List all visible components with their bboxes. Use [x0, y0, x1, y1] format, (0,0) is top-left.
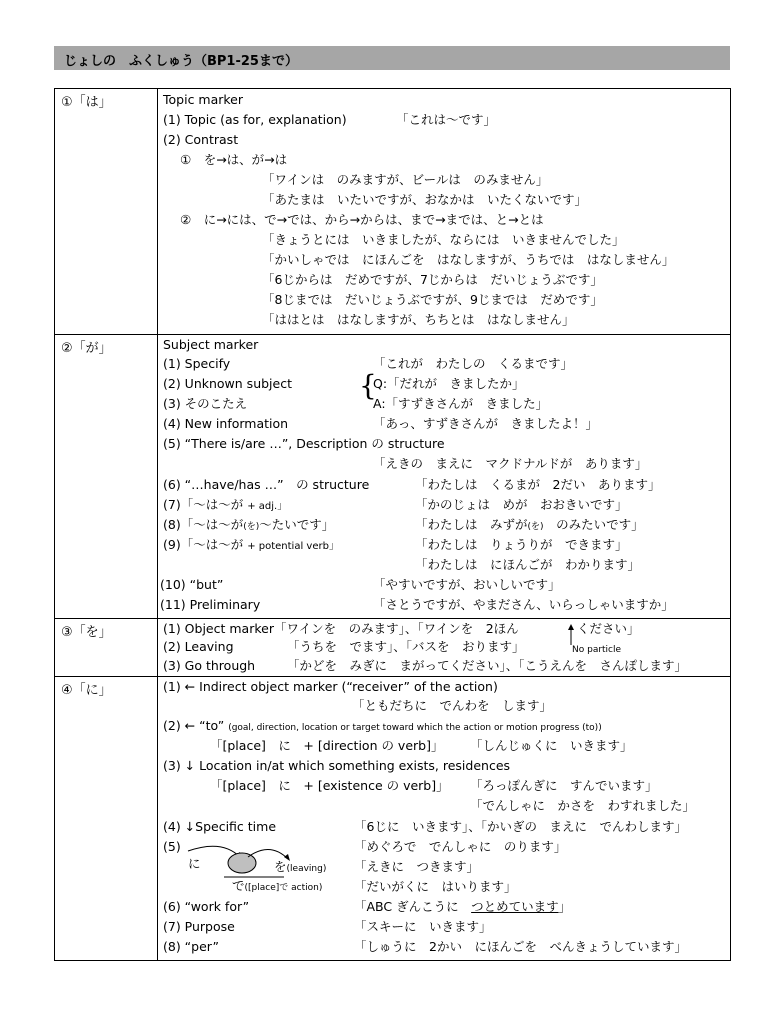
example-sentence: 「あっ、すずきさんが きましたよ！」: [373, 416, 599, 431]
example-sentence: 「スキーに いきます」: [354, 919, 492, 934]
usage-line: (1) Object marker「ワインを のみます」、「ワインを 2ほん: [163, 621, 519, 636]
page-title: じょしの ふくしゅう（BP1-25まで）: [64, 54, 298, 69]
example-sentence: 「きょうとには いきましたが、ならには いきませんでした」: [262, 232, 625, 247]
example-sentence: 「ろっぽんぎに すんでいます」: [470, 778, 658, 793]
pattern: 「[place] に + [existence の verb]」: [210, 778, 449, 793]
row-content-wa: [158, 89, 731, 335]
usage-label: (2) ← “to” (goal, direction, location or target toward which the action or motion progress (to)): [163, 718, 602, 733]
note: No particle: [572, 645, 622, 655]
usage-label: (10) “but”: [160, 577, 224, 592]
example-sentence: 「さとうですが、やまださん、いらっしゃいますか」: [373, 597, 674, 612]
usage-label: (2) Leaving: [163, 639, 234, 654]
title-bar: [54, 46, 730, 70]
diagram-label-de: で([place]で action): [232, 878, 323, 893]
usage-label: (7)「～は～が + adj.」: [163, 497, 288, 512]
example-sentence: 「わたしは にほんごが わかります」: [415, 557, 641, 572]
row-content-ga: [158, 335, 731, 619]
example-sentence: 「かのじょは めが おおきいです」: [415, 497, 628, 512]
row-ga: [55, 335, 731, 619]
example-sentence: Q:「だれが きましたか」: [373, 376, 525, 391]
row-ni: [55, 677, 731, 961]
usage-label: (3) そのこたえ: [163, 396, 248, 411]
example-sentence: 「8じまでは だいじょうぶですが、9じまでは だめです」: [262, 292, 603, 307]
usage-label: (1) Specify: [163, 356, 231, 371]
usage-label: (9)「～は～が + potential verb」: [163, 537, 339, 552]
usage-label: (6) “work for”: [163, 899, 250, 914]
row-label-ni: ④「に」: [55, 677, 158, 961]
usage-label: (8)「～は～が(を)～たいです」: [163, 517, 335, 532]
brace-icon: {: [359, 369, 377, 402]
usage-label: (4) ↓Specific time: [163, 819, 277, 834]
particle-table: [54, 88, 731, 961]
example-sentence: 「えきの まえに マクドナルドが あります」: [373, 456, 648, 471]
example-sentence: 「めぐろで でんしゃに のります」: [354, 839, 567, 854]
example-sentence: 「うちを でます」、「バスを おります」: [287, 639, 525, 654]
example-sentence: 「でんしゃに かさを わすれました」: [470, 798, 696, 813]
example-sentence: 「あたまは いたいですが、おなかは いたくないです」: [262, 192, 588, 207]
example-sentence: 「これは～です」: [396, 112, 497, 127]
pattern: 「[place] に + [direction の verb]」: [210, 738, 444, 753]
row-content-ni: [158, 677, 731, 961]
example-sentence: 「しんじゅくに いきます」: [470, 738, 633, 753]
row-wo: [55, 619, 731, 677]
example-sentence: 「ABC ぎんこうに つとめています」: [354, 899, 572, 914]
row-label-wa: ①「は」: [55, 89, 158, 335]
diagram-label-ni: に: [188, 856, 201, 871]
section-heading: Topic marker: [163, 92, 244, 107]
example-sentence: 「6じからは だめですが、7じからは だいじょうぶです」: [262, 272, 603, 287]
example-sentence: 「かいしゃでは にほんごを はなしますが、うちでは はなしません」: [262, 252, 675, 267]
sub-usage-label: ① を→は、が→は: [180, 152, 288, 167]
example-sentence: 「わたしは りょうりが できます」: [415, 537, 628, 552]
example-sentence: ください」: [577, 621, 640, 636]
example-sentence: 「ワインは のみますが、ビールは のみません」: [262, 172, 549, 187]
usage-label: (6) “…have/has …” の structure: [163, 477, 370, 492]
usage-label: (1) ← Indirect object marker (“receiver” of the action): [163, 679, 498, 694]
row-content-wo: [158, 619, 731, 677]
usage-label: (2) Unknown subject: [163, 376, 292, 391]
sub-usage-label: ② に→には、で→では、から→からは、まで→までは、と→とは: [180, 212, 544, 227]
example-sentence: 「6じに いきます」、「かいぎの まえに でんわします」: [354, 819, 687, 834]
row-wa: [55, 89, 731, 335]
section-heading: Subject marker: [163, 337, 259, 352]
example-sentence: 「ははとは はなしますが、ちちとは はなしません」: [262, 312, 575, 327]
usage-label: (4) New information: [163, 416, 289, 431]
row-label-ga: ②「が」: [55, 335, 158, 619]
example-sentence: 「わたしは くるまが 2だい あります」: [415, 477, 661, 492]
example-sentence: 「かどを みぎに まがってください」、「こうえんを さんぽします」: [287, 658, 688, 673]
usage-label: (3) ↓ Location in/at which something exists, residences: [163, 758, 511, 773]
example-sentence: 「ともだちに でんわを します」: [352, 698, 553, 713]
usage-label: (5): [163, 839, 181, 854]
usage-label: (5) “There is/are …”, Description の structure: [163, 436, 445, 451]
example-sentence: 「だいがくに はいります」: [354, 879, 517, 894]
usage-label: (1) Topic (as for, explanation): [163, 112, 347, 127]
row-label-wo: ③「を」: [55, 619, 158, 677]
usage-label: (3) Go through: [163, 658, 256, 673]
example-sentence: 「しゅうに 2かい にほんごを べんきょうしています」: [354, 939, 687, 954]
usage-label: (2) Contrast: [163, 132, 239, 147]
example-sentence: 「これが わたしの くるまです」: [373, 356, 574, 371]
usage-label: (11) Preliminary: [160, 597, 261, 612]
usage-label: (8) “per”: [163, 939, 219, 954]
diagram-label-wo: を(leaving): [274, 859, 327, 874]
example-sentence: 「えきに つきます」: [354, 859, 480, 874]
example-sentence: 「わたしは みずが(を) のみたいです」: [415, 517, 644, 532]
usage-label: (7) Purpose: [163, 919, 235, 934]
example-sentence: A:「すずきさんが きました」: [373, 396, 549, 411]
example-sentence: 「やすいですが、おいしいです」: [373, 577, 561, 592]
